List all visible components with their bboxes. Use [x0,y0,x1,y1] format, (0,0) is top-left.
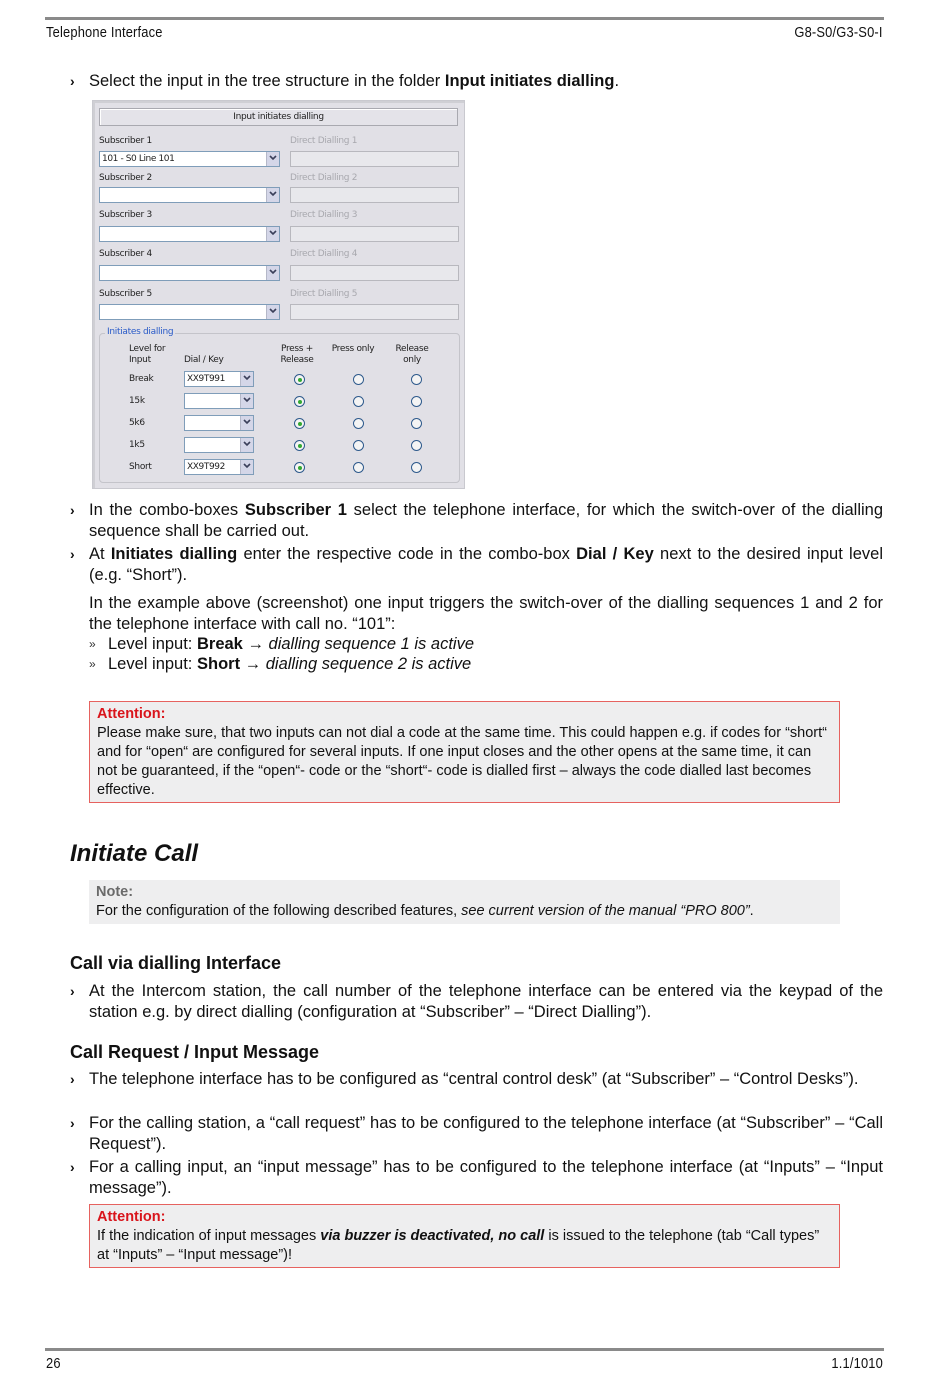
chevron-down-icon[interactable] [240,416,253,430]
level-break-label: Break [129,374,154,384]
1k5-press-only-radio[interactable] [353,440,364,451]
short-press-release-radio[interactable] [294,462,305,473]
attention-title: Attention: [97,706,166,722]
level-1k5-label: 1k5 [129,440,145,450]
subscriber-2-combo[interactable] [99,187,280,203]
subscriber-1-value: 101 - S0 Line 101 [102,154,175,164]
break-press-only-radio[interactable] [353,374,364,385]
chevron-right-icon: › [70,502,75,518]
15k-press-only-radio[interactable] [353,396,364,407]
double-chevron-right-icon: » [89,637,96,651]
call-request-item-2: For the calling station, a “call request” has to be configured to the telephone interface (at “Subscriber” – “Call Request”). [89,1114,883,1153]
double-chevron-right-icon: » [89,657,96,671]
short-release-only-radio[interactable] [411,462,422,473]
attention-body: Please make sure, that two inputs can not dial a code at the same time. This could happen e.g. if codes for “short“ and for “open“ are configured for several inputs. If one input closes and the other opens at the same time, it can not be guaranteed, if the “open“- code or the “short“- code is dialled first – always the code dialled last becomes effective. [97,725,827,798]
direct-dialling-4-label: Direct Dialling 4 [290,249,358,259]
subscriber-3-combo[interactable] [99,226,280,242]
chevron-right-icon: › [70,546,75,562]
subsection-title-call-request: Call Request / Input Message [70,1042,320,1062]
subscriber-4-combo[interactable] [99,265,280,281]
chevron-down-icon[interactable] [266,152,279,166]
group-legend: Initiates dialling [107,327,174,337]
1k5-release-only-radio[interactable] [411,440,422,451]
chevron-down-icon[interactable] [266,266,279,280]
step-select-input: Select the input in the tree structure in the folder Input initiates dialling. [89,72,620,90]
note-callout: Note: For the configuration of the following described features, see current version of the manual “PRO 800”. [89,880,840,924]
subscriber-5-label: Subscriber 5 [99,289,152,299]
dial-key-break-combo[interactable]: XX9T991 [184,371,254,387]
chevron-down-icon[interactable] [240,372,253,386]
break-press-release-radio[interactable] [294,374,305,385]
footer-version: 1.1/1010 [831,1355,883,1372]
call-request-item-3: For a calling input, an “input message” has to be configured to the telephone interface (at “Inputs” – “Input message”). [89,1158,883,1197]
15k-press-release-radio[interactable] [294,396,305,407]
example-item-short: Level input: Short → dialling sequence 2 is active [108,655,472,673]
level-15k-label: 15k [129,396,145,406]
subscriber-3-label: Subscriber 3 [99,210,152,220]
5k6-release-only-radio[interactable] [411,418,422,429]
section-title-initiate-call: Initiate Call [70,840,199,867]
chevron-down-icon[interactable] [266,188,279,202]
direct-dialling-2-label: Direct Dialling 2 [290,173,358,183]
subscriber-1-combo[interactable] [99,151,280,167]
subscriber-2-label: Subscriber 2 [99,173,152,183]
header-product-code: G8-S0/G3-S0-I [794,24,883,41]
header-rule [45,17,884,20]
note-title: Note: [96,884,134,900]
chevron-right-icon: › [70,1159,75,1175]
chevron-right-icon: › [70,1071,75,1087]
dialog-title: Input initiates dialling [99,108,458,126]
direct-dialling-1-field [290,151,459,167]
chevron-down-icon[interactable] [266,305,279,319]
direct-dialling-1-label: Direct Dialling 1 [290,136,358,146]
direct-dialling-5-field [290,304,459,320]
chevron-down-icon[interactable] [240,460,253,474]
dial-key-5k6-combo[interactable] [184,415,254,431]
example-paragraph: In the example above (screenshot) one input triggers the switch-over of the dialling sequences 1 and 2 for the telephone interface with call no. “101”: [89,594,883,633]
step-select-interface: In the combo-boxes Subscriber 1 select the telephone interface, for which the switch-over of the dialling sequence shall be carried out. [89,501,884,540]
attention-title: Attention: [97,1209,166,1225]
direct-dialling-4-field [290,265,459,281]
footer-rule [45,1348,884,1351]
chevron-down-icon[interactable] [240,438,253,452]
5k6-press-only-radio[interactable] [353,418,364,429]
short-press-only-radio[interactable] [353,462,364,473]
chevron-right-icon: › [70,73,75,89]
subscriber-5-combo[interactable] [99,304,280,320]
direct-dialling-3-label: Direct Dialling 3 [290,210,358,220]
col-press-only-header: Press only [331,344,375,354]
attention-callout-simultaneous-dial [89,701,840,803]
folder-name: Input initiates dialling [444,72,615,90]
chevron-right-icon: › [70,1115,75,1131]
subscriber-1-label: Subscriber 1 [99,136,152,146]
subsection-title-call-via-dialling: Call via dialling Interface [70,953,282,973]
level-short-label: Short [129,462,152,472]
call-request-item-1: The telephone interface has to be configured as “central control desk” (at “Subscriber” – “Control Desks”). [89,1070,859,1088]
col-press-release-header: Press + Release [280,344,314,365]
break-release-only-radio[interactable] [411,374,422,385]
15k-release-only-radio[interactable] [411,396,422,407]
chevron-down-icon[interactable] [240,394,253,408]
initiates-dialling-group [99,327,460,483]
level-5k6-label: 5k6 [129,418,145,428]
1k5-press-release-radio[interactable] [294,440,305,451]
direct-dialling-5-label: Direct Dialling 5 [290,289,358,299]
dial-key-15k-combo[interactable] [184,393,254,409]
manual-reference: see current version of the manual “PRO 800” [461,903,750,919]
direct-dialling-3-field [290,226,459,242]
chevron-down-icon[interactable] [266,227,279,241]
footer-page-number: 26 [46,1355,61,1372]
5k6-press-release-radio[interactable] [294,418,305,429]
call-via-dialling-text: At the Intercom station, the call number of the telephone interface can be entered via the keypad of the station e.g. by direct dialling (configuration at “Subscriber” – “Direct Dialling”). [89,982,883,1021]
subscriber-4-label: Subscriber 4 [99,249,152,259]
col-release-only-header: Release only [395,344,429,365]
dial-key-1k5-combo[interactable] [184,437,254,453]
chevron-right-icon: › [70,983,75,999]
example-item-break: Level input: Break → dialling sequence 1 is active [108,635,474,653]
input-initiates-dialling-dialog [92,100,465,489]
step-enter-code: At Initiates dialling enter the respective code in the combo-box Dial / Key next to the desired input level (e.g. “Short”). [89,545,883,584]
col-level-header: Level for Input [129,344,166,365]
col-dial-key-header: Dial / Key [184,355,224,365]
header-section-title: Telephone Interface [46,24,163,41]
direct-dialling-2-field [290,187,459,203]
dial-key-short-combo[interactable]: XX9T992 [184,459,254,475]
attention-callout-buzzer: Attention: If the indication of input messages via buzzer is deactivated, no call is issued to the telephone (tab “Call types” at “Inputs” – “Input message”)! [89,1204,840,1268]
